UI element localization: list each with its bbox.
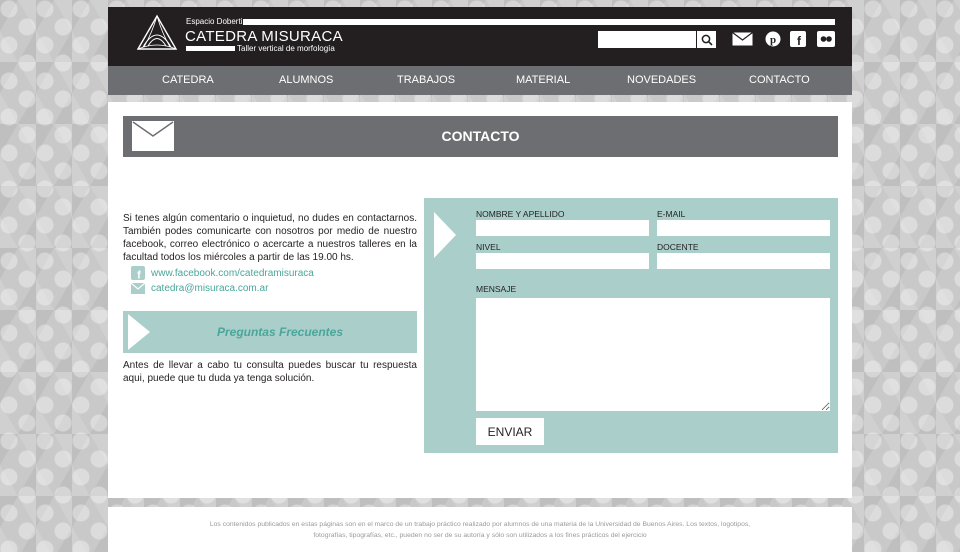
level-field[interactable] <box>476 253 649 269</box>
facebook-link[interactable]: www.facebook.com/catedramisuraca <box>151 267 314 279</box>
facebook-link-row[interactable] <box>131 266 314 280</box>
logo-icon[interactable] <box>134 13 180 53</box>
brand-bar <box>243 19 835 25</box>
email-label: E-MAIL <box>657 209 686 219</box>
intro-text: Si tenes algún comentario o inquietud, no dudes en contactarnos. También podes comunicarte con nosotros por medio de nuestro facebook, correo electrónico o acercarte a nuestros talleres en la facultad todos los miércoles a partir de las 19.00 hs. <box>123 213 417 263</box>
mail-icon[interactable] <box>732 31 753 47</box>
facebook-icon[interactable] <box>789 31 807 47</box>
message-field[interactable] <box>476 298 830 411</box>
faq-title: Preguntas Frecuentes <box>216 325 344 339</box>
message-label: MENSAJE <box>476 284 517 294</box>
page-title-bar <box>123 116 838 157</box>
teacher-label: DOCENTE <box>657 242 699 252</box>
contact-form <box>424 198 838 453</box>
brand-bar-small <box>186 46 235 51</box>
faq-description: Antes de llevar a cabo tu consulta puedes buscar tu respuesta aqui, puede que tu duda ya tenga solución. <box>123 360 417 384</box>
search-icon <box>701 34 713 46</box>
nav-item-contacto[interactable]: CONTACTO <box>749 74 810 86</box>
name-label: NOMBRE Y APELLIDO <box>476 209 565 219</box>
nav-item-alumnos[interactable]: ALUMNOS <box>279 74 334 86</box>
level-label: NIVEL <box>476 242 501 252</box>
nav-item-novedades[interactable]: NOVEDADES <box>627 74 697 86</box>
nav-item-material[interactable]: MATERIAL <box>516 74 571 86</box>
svg-text:f: f <box>797 34 801 47</box>
page <box>108 7 852 539</box>
footer-disclaimer-line2: fotografías, tipografías, etc., pueden no ser de su autoría y sólo son utilizados a los fines prácticos del ejercicio <box>313 532 647 539</box>
main-content <box>108 102 852 498</box>
email-field[interactable] <box>657 220 830 236</box>
brand-subtitle-small: Espacio Doberti <box>186 17 243 26</box>
main-nav <box>108 66 852 95</box>
site-header <box>108 7 852 66</box>
svg-text:f: f <box>137 269 141 280</box>
pinterest-icon[interactable] <box>764 31 782 47</box>
footer-disclaimer-line1: Los contenidos publicados en estas páginas son en el marco de un trabajo práctico realizado por alumnos de una materia de la Universidad de Buenos Aires. Los textos, logotipos, <box>209 521 751 528</box>
search-input[interactable] <box>598 31 696 48</box>
page-title: CONTACTO <box>441 128 520 144</box>
facebook-icon <box>131 266 145 280</box>
send-button[interactable]: ENVIAR <box>476 418 544 445</box>
faq-button[interactable] <box>123 311 417 353</box>
search-button[interactable] <box>696 31 716 48</box>
name-field[interactable] <box>476 220 649 236</box>
flickr-icon[interactable] <box>817 31 835 47</box>
svg-text:p: p <box>769 34 777 46</box>
teacher-field[interactable] <box>657 253 830 269</box>
email-link-row[interactable] <box>131 283 268 294</box>
email-link[interactable]: catedra@misuraca.com.ar <box>151 283 269 294</box>
mail-icon <box>131 283 145 294</box>
site-footer <box>108 507 852 552</box>
arrow-right-icon <box>434 212 456 258</box>
brand-title[interactable]: CATEDRA MISURACA <box>185 28 343 45</box>
nav-item-trabajos[interactable]: TRABAJOS <box>397 74 456 86</box>
nav-item-catedra[interactable]: CATEDRA <box>162 74 214 86</box>
brand-tagline: Taller vertical de morfología <box>237 44 335 53</box>
